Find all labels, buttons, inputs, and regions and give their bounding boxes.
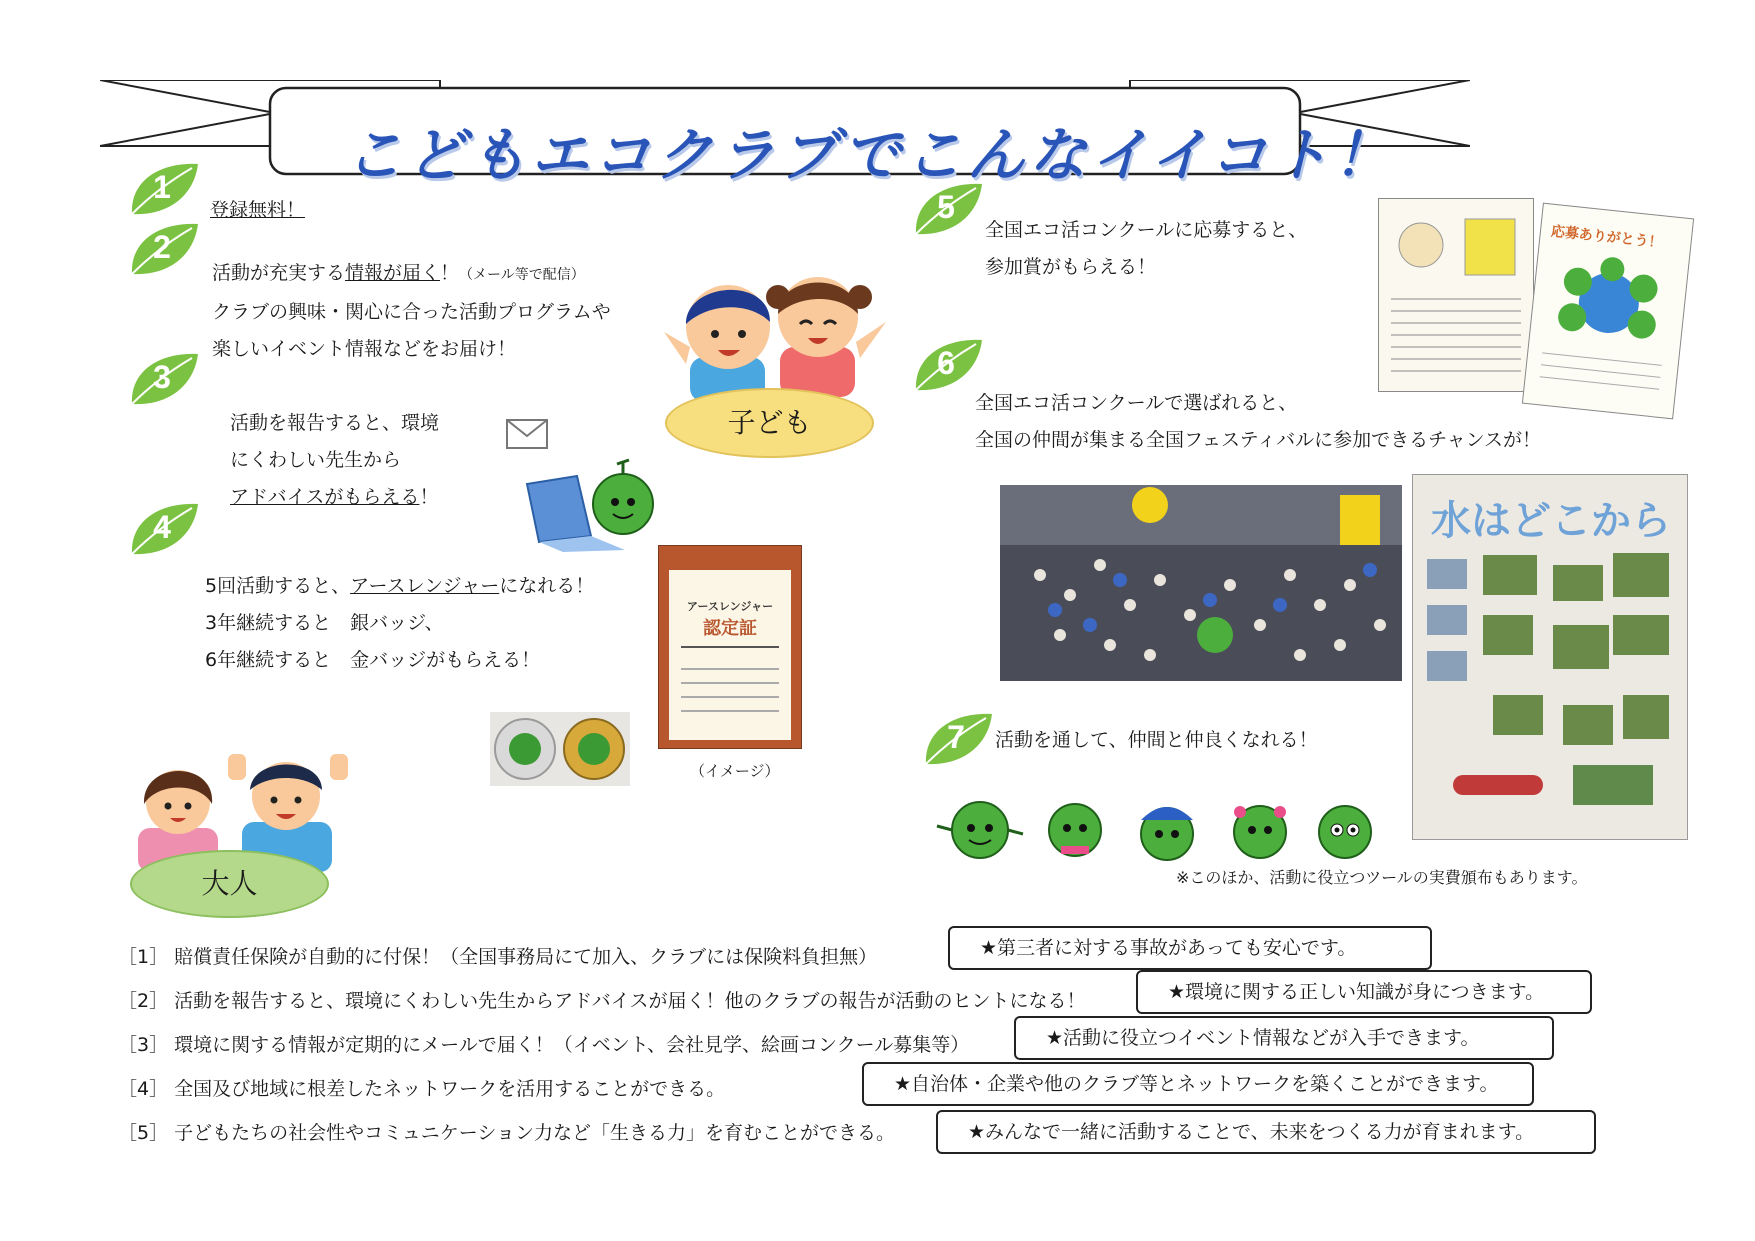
item-6-text: 全国エコ活コンクールで選ばれると、 全国の仲間が集まる全国フェスティバルに参加できるチャンスが！ — [975, 392, 1542, 451]
item-4-text: 5回活動すると、アースレンジャーになれる！ 3年継続すると 銀バッジ、 6年継続すると 金バッジがもらえる！ — [205, 575, 595, 671]
svg-text:3: 3 — [153, 359, 171, 395]
tools-note: ※このほか、活動に役立つツールの実費頒布もあります。 — [1176, 868, 1588, 887]
certificate-image: アースレンジャー 認定証 — [658, 545, 802, 749]
benefit-4-box: ★自治体・企業や他のクラブ等とネットワークを築くことができます。 — [862, 1062, 1534, 1106]
benefit-5-box: ★みんなで一緒に活動することで、未来をつくる力が育まれます。 — [936, 1110, 1596, 1154]
benefit-2-box: ★環境に関する正しい知識が身につきます。 — [1136, 970, 1592, 1014]
leaf-badge-1 — [128, 160, 200, 218]
benefit-2-text: ［2］ 活動を報告すると、環境にくわしい先生からアドバイスが届く！他のクラブの報告が活動のヒントになる！ — [118, 990, 1086, 1012]
item-7-text: 活動を通して、仲間と仲良くなれる！ — [995, 729, 1318, 751]
leaf-badge-7 — [922, 710, 994, 768]
contest-drawing-1 — [1378, 198, 1534, 392]
leaf-badge-4 — [128, 500, 200, 558]
svg-text:6: 6 — [937, 345, 955, 381]
item-3-text: 活動を報告すると、環境 にくわしい先生から アドバイスがもらえる！ — [230, 412, 440, 508]
benefit-5-text: ［5］ 子どもたちの社会性やコミュニケーション力など「生きる力」を育むことができる。 — [118, 1122, 895, 1144]
leaf-badge-5 — [912, 180, 984, 238]
kids-illustration — [660, 272, 890, 402]
kids-label: 子ども — [665, 388, 874, 458]
svg-text:1: 1 — [153, 169, 171, 205]
certificate-caption: （イメージ） — [690, 762, 780, 780]
thanks-card: 応募ありがとう！ — [1522, 203, 1694, 420]
laptop-mascot-illustration — [505, 412, 665, 552]
item-5-text: 全国エコ活コンクールに応募すると、 参加賞がもらえる！ — [985, 219, 1308, 278]
svg-text:5: 5 — [937, 189, 955, 225]
page-title: こどもエコクラブでこんなイイコト！ — [344, 121, 1396, 189]
leaf-badge-6 — [912, 336, 984, 394]
svg-text:2: 2 — [153, 229, 171, 265]
benefit-3-box: ★活動に役立つイベント情報などが入手できます。 — [1014, 1016, 1554, 1060]
benefit-1-box: ★第三者に対する事故があっても安心です。 — [948, 926, 1432, 970]
item-1-text: 登録無料！ — [210, 199, 306, 221]
benefit-4-text: ［4］ 全国及び地域に根差したネットワークを活用することができる。 — [118, 1078, 726, 1100]
water-poster: 水はどこから — [1412, 474, 1688, 840]
leaf-badge-3 — [128, 350, 200, 408]
benefit-1-text: ［1］ 賠償責任保険が自動的に付保！（全国事務局にて加入、クラブには保険料負担無） — [118, 946, 878, 968]
item-2-text: 活動が充実する情報が届く！（メール等で配信） クラブの興味・関心に合った活動プログラムや 楽しいイベント情報などをお届け！ — [212, 262, 611, 360]
leaf-badge-2 — [128, 220, 200, 278]
adults-label: 大人 — [130, 850, 329, 918]
mascot-row — [935, 790, 1385, 870]
svg-text:4: 4 — [153, 509, 171, 545]
festival-group-photo — [1000, 485, 1402, 681]
badges-photo — [490, 712, 630, 786]
benefit-3-text: ［3］ 環境に関する情報が定期的にメールで届く！（イベント、会社見学、絵画コンクール募集等） — [118, 1034, 970, 1056]
svg-text:7: 7 — [947, 719, 965, 755]
